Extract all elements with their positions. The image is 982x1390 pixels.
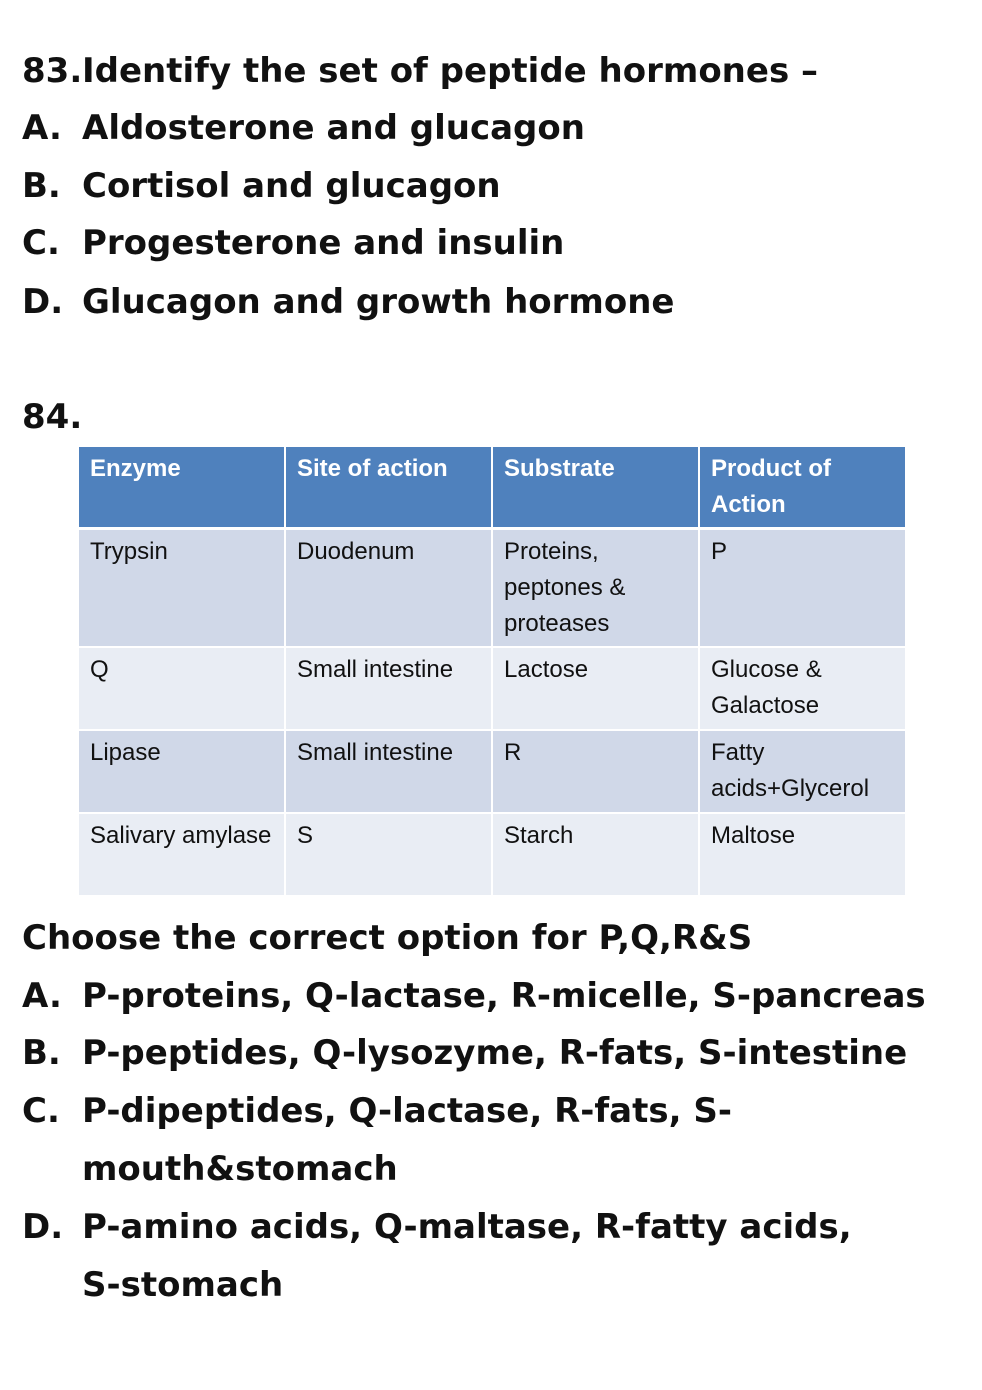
option-text: Aldosterone and glucagon <box>82 108 585 148</box>
table-cell: Glucose & Galactose <box>699 647 906 730</box>
table-header-row <box>78 446 906 529</box>
q84-option-d <box>22 1198 902 1314</box>
q84-option-b <box>22 1024 907 1082</box>
table-cell: Trypsin <box>78 529 285 648</box>
q83-option-b <box>22 157 501 215</box>
table-cell: R <box>492 730 699 813</box>
question-84-prompt: Choose the correct option for P,Q,R&S <box>22 918 753 958</box>
table-cell: P <box>699 529 906 648</box>
option-letter: B. <box>22 1033 61 1073</box>
option-letter: A. <box>22 108 62 148</box>
option-text: Glucagon and growth hormone <box>82 282 675 322</box>
table-cell: Duodenum <box>285 529 492 648</box>
question-83-number: 83. <box>22 51 83 91</box>
header-product-of-action: Product of Action <box>699 446 906 529</box>
q83-option-c <box>22 214 564 272</box>
option-text: Progesterone and insulin <box>82 223 565 263</box>
option-letter: D. <box>22 1207 64 1247</box>
table-cell: Small intestine <box>285 730 492 813</box>
table-cell: Q <box>78 647 285 730</box>
q83-option-a <box>22 99 585 157</box>
option-letter: D. <box>22 282 64 322</box>
table-row <box>78 647 906 730</box>
question-83-stem: Identify the set of peptide hormones – <box>82 51 819 91</box>
option-letter: A. <box>22 976 62 1016</box>
table-cell: Proteins, peptones & proteases <box>492 529 699 648</box>
question-84-number: 84. <box>22 397 83 437</box>
option-text: Cortisol and glucagon <box>82 166 501 206</box>
option-text: P-amino acids, Q-maltase, R-fatty acids, S-stomach <box>82 1207 852 1305</box>
table-cell: Salivary amylase <box>78 813 285 896</box>
q84-option-a <box>22 967 926 1025</box>
table-row <box>78 529 906 648</box>
q83-option-d <box>22 273 674 331</box>
table-row <box>78 730 906 813</box>
option-text: P-dipeptides, Q-lactase, R-fats, S-mouth&stomach <box>82 1091 732 1189</box>
table-cell: Small intestine <box>285 647 492 730</box>
table-cell: Lipase <box>78 730 285 813</box>
table-cell: Fatty acids+Glycerol <box>699 730 906 813</box>
option-letter: B. <box>22 166 61 206</box>
header-substrate: Substrate <box>492 446 699 529</box>
table-cell: Maltose <box>699 813 906 896</box>
option-letter: C. <box>22 223 60 263</box>
table-cell: Starch <box>492 813 699 896</box>
header-enzyme: Enzyme <box>78 446 285 529</box>
table-cell: Lactose <box>492 647 699 730</box>
header-site-of-action: Site of action <box>285 446 492 529</box>
enzyme-table <box>77 445 907 897</box>
table-cell: S <box>285 813 492 896</box>
option-letter: C. <box>22 1091 60 1131</box>
option-text: P-proteins, Q-lactase, R-micelle, S-pancreas <box>82 976 926 1016</box>
option-text: P-peptides, Q-lysozyme, R-fats, S-intestine <box>82 1033 908 1073</box>
q84-option-c <box>22 1082 762 1198</box>
table-row <box>78 813 906 896</box>
